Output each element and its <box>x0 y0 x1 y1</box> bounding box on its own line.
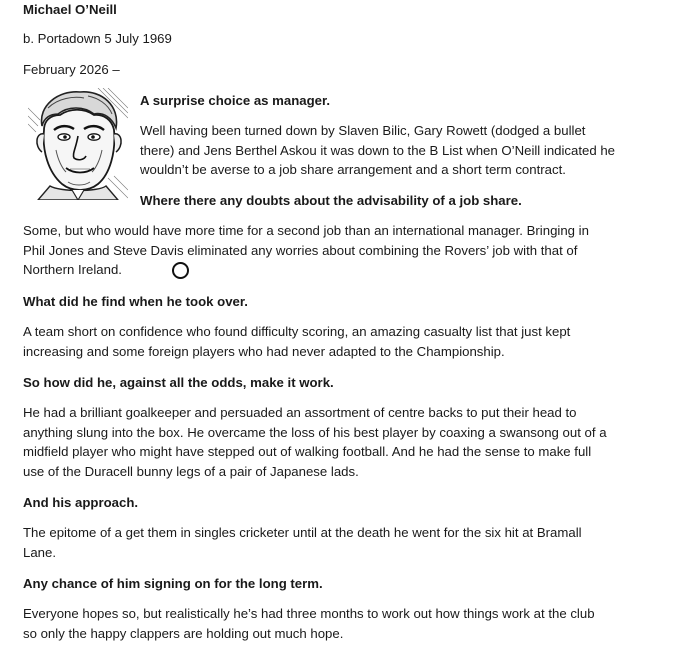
caricature-portrait-image <box>28 88 128 200</box>
paragraph-line: Well having been turned down by Slaven Bilic, Gary Rowett (dodged a bullet <box>140 123 586 138</box>
paragraph-line: A team short on confidence who found difficulty scoring, an amazing casualty list that just kept <box>23 324 571 339</box>
paragraph-line: there) and Jens Berthel Askou it was down to the B List when O’Neill indicated he <box>140 142 616 158</box>
paragraph-line: The epitome of a get them in singles cricketer until at the death he went for the six hit at Bramall <box>23 525 582 540</box>
section-paragraph <box>23 403 607 481</box>
section-paragraph <box>23 523 582 562</box>
section-paragraph <box>23 604 595 643</box>
section-heading: What did he find when he took over. <box>23 294 248 309</box>
section-paragraph <box>23 221 589 280</box>
birth-info: b. Portadown 5 July 1969 <box>23 31 172 46</box>
manager-name: Michael O’Neill <box>23 2 117 17</box>
section-heading: And his approach. <box>23 495 139 510</box>
section-heading: So how did he, against all the odds, make it work. <box>23 375 334 390</box>
tenure-start: February 2026 – <box>23 62 120 77</box>
paragraph-line: Some, but who would have more time for a second job than an international manager. Bringing in <box>23 223 589 238</box>
paragraph-line: anything slung into the box. He overcame the loss of his best player by coaxing a swansong out of a <box>23 424 607 440</box>
paragraph-line: increasing and some foreign players who had never adapted to the Championship. <box>23 343 505 359</box>
paragraph-line: Northern Ireland. <box>23 262 122 278</box>
section-paragraph <box>140 121 615 180</box>
paragraph-line: Lane. <box>23 544 57 560</box>
paragraph-line: use of the Duracell bunny legs of a pair of Japanese lads. <box>23 463 359 479</box>
paragraph-line: so only the happy clappers are holding out much hope. <box>23 625 344 641</box>
paragraph-line: wouldn’t be averse to a job share arrangement and a short term contract. <box>140 162 566 178</box>
paragraph-line: He had a brilliant goalkeeper and persuaded an assortment of centre backs to put their head to <box>23 405 577 420</box>
paragraph-line: Phil Jones and Steve Davis eliminated any worries about combining the Rovers’ job with that of <box>23 242 578 258</box>
paragraph-line: Everyone hopes so, but realistically he’s had three months to work out how things work at the club <box>23 606 595 621</box>
section-heading: Any chance of him signing on for the long term. <box>23 576 323 591</box>
cursor-circle-icon <box>172 262 189 279</box>
section-heading: Where there any doubts about the advisability of a job share. <box>140 193 522 208</box>
paragraph-line: midfield player who might have stepped out of walking football. And he had the sense to make full <box>23 444 592 460</box>
section-heading: A surprise choice as manager. <box>140 93 331 108</box>
section-paragraph <box>23 322 570 361</box>
